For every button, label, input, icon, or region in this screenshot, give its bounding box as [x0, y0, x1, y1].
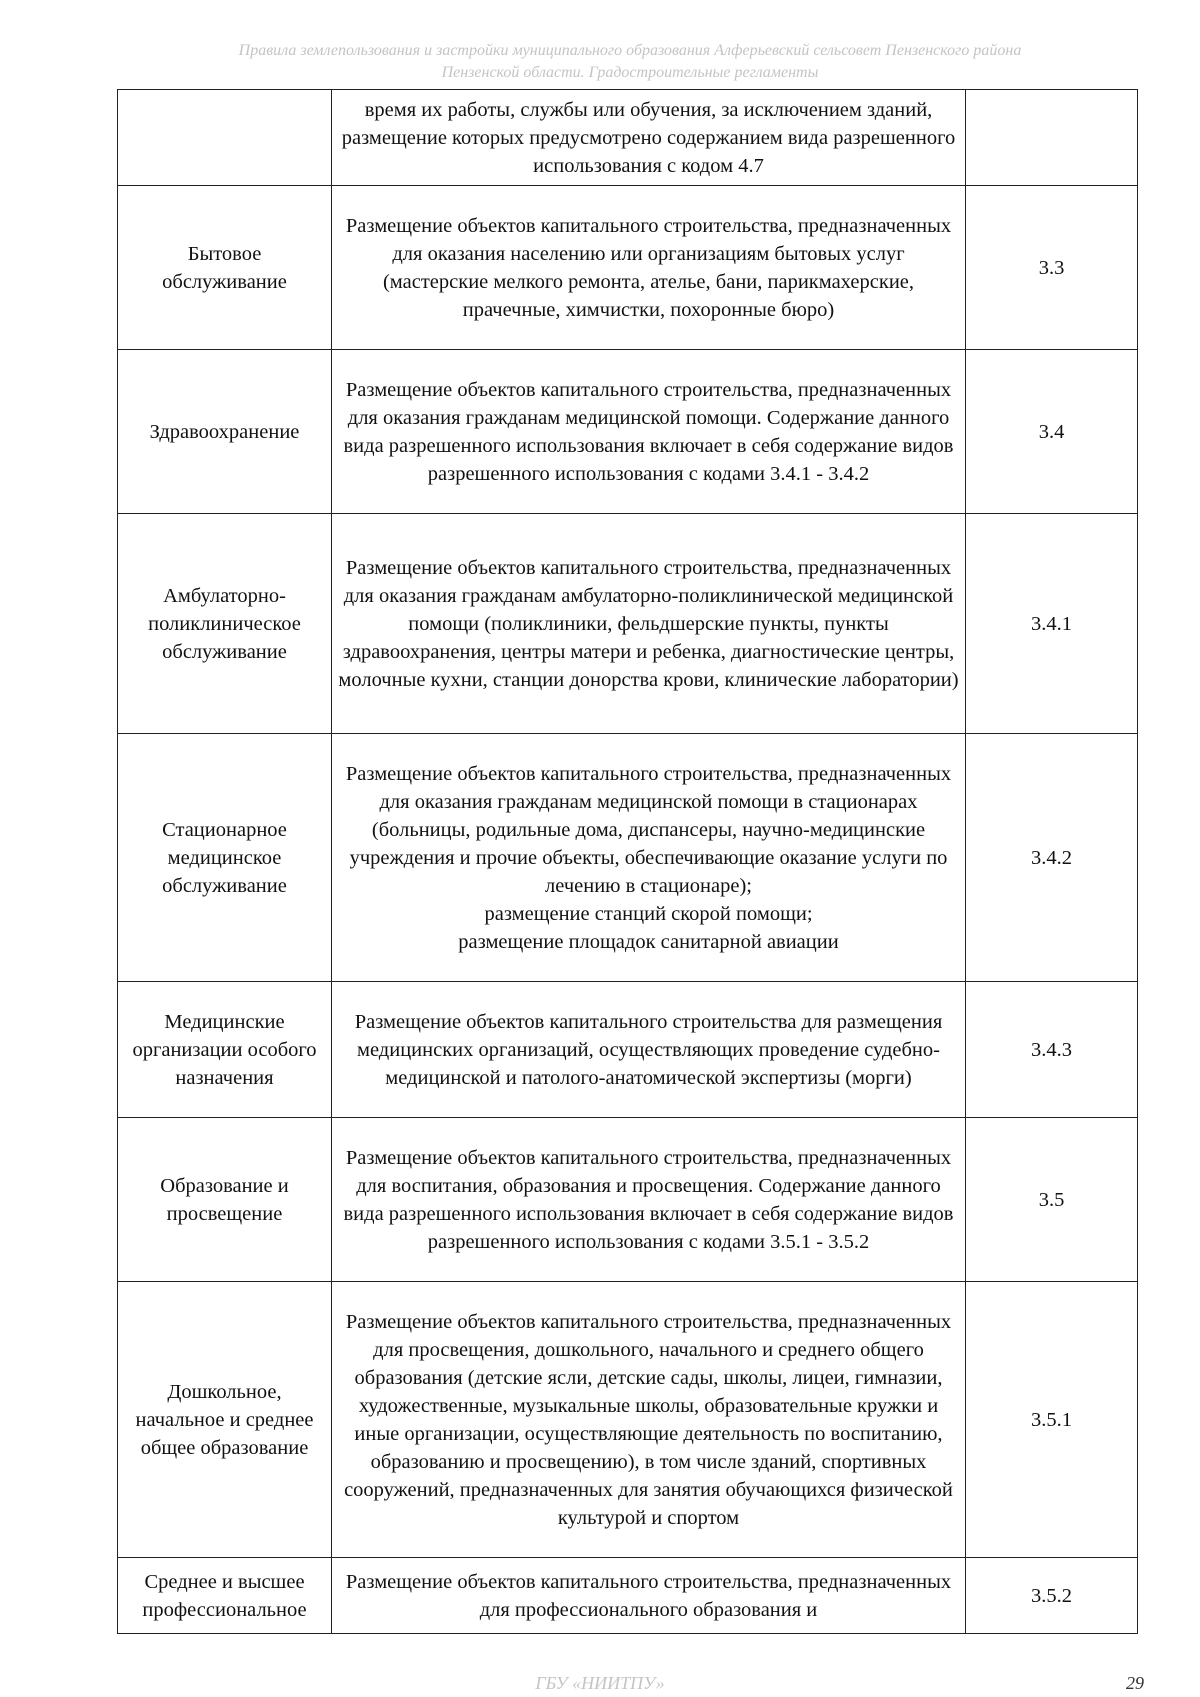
table-row	[118, 982, 1138, 1118]
use-type-code: 3.5.2	[966, 1558, 1138, 1634]
table-row	[118, 734, 1138, 982]
land-use-table	[117, 89, 1138, 1634]
use-type-description: Размещение объектов капитального строительства, предназначенных для просвещения, дошкольного, начального и среднего общего образования (детские ясли, детские сады, школы, лицеи, гимназии, художественные, музыкальные школы, образовательные кружки и иные организации, осуществляющие деятельность по воспитанию, образованию и просвещению), в том числе зданий, спортивных сооружений, предназначенных для занятия обучающихся физической культурой и спортом	[332, 1282, 966, 1558]
use-type-description: Размещение объектов капитального строительства, предназначенных для оказания населению или организациям бытовых услуг (мастерские мелкого ремонта, ателье, бани, парикмахерские, прачечные, химчистки, похоронные бюро)	[332, 186, 966, 350]
use-type-code: 3.4	[966, 350, 1138, 514]
use-type-name: Бытовое обслуживание	[118, 186, 332, 350]
footer-organization: ГБУ «НИИТПУ»	[535, 1673, 665, 1693]
use-type-code: 3.5	[966, 1118, 1138, 1282]
use-type-description: Размещение объектов капитального строительства, предназначенных для оказания гражданам амбулаторно-поликлинической медицинской помощи (поликлиники, фельдшерские пункты, пункты здравоохранения, центры матери и ребенка, диагностические центры, молочные кухни, станции донорства крови, клинические лаборатории)	[332, 514, 966, 734]
use-type-code: 3.4.3	[966, 982, 1138, 1118]
use-type-description: Размещение объектов капитального строительства, предназначенных для воспитания, образования и просвещения. Содержание данного вида разрешенного использования включает в себя содержание видов разрешенного использования с кодами 3.5.1 - 3.5.2	[332, 1118, 966, 1282]
use-type-description-extra: размещение станций скорой помощи;	[484, 902, 813, 925]
use-type-description: время их работы, службы или обучения, за исключением зданий, размещение которых предусмотрено содержанием вида разрешенного использования с кодом 4.7	[332, 90, 966, 186]
use-type-name: Среднее и высшее профессиональное	[118, 1558, 332, 1634]
use-type-description-main: Размещение объектов капитального строительства, предназначенных для оказания гражданам медицинской помощи в стационарах (больницы, родильные дома, диспансеры, научно-медицинские учреждения и прочие объекты, обеспечивающие оказание услуги по лечению в стационаре);	[345, 762, 952, 897]
table-row	[118, 186, 1138, 350]
use-type-description: Размещение объектов капитального строительства для размещения медицинских организаций, осуществляющих проведение судебно-медицинской и патолого-анатомической экспертизы (морги)	[332, 982, 966, 1118]
table-row	[118, 514, 1138, 734]
running-header-line-1: Правила землепользования и застройки муниципального образования Алферьевский сельсовет Пензенского района	[238, 42, 1022, 59]
use-type-name: Дошкольное, начальное и среднее общее образование	[118, 1282, 332, 1558]
use-type-name: Амбулаторно-поликлиническое обслуживание	[118, 514, 332, 734]
use-type-code: 3.4.1	[966, 514, 1138, 734]
use-type-description	[332, 734, 966, 982]
use-type-name: Здравоохранение	[118, 350, 332, 514]
use-type-code: 3.5.1	[966, 1282, 1138, 1558]
use-type-name: Образование и просвещение	[118, 1118, 332, 1282]
running-header	[110, 40, 1150, 84]
use-type-name	[118, 90, 332, 186]
use-type-code	[966, 90, 1138, 186]
running-header-line-2: Пензенской области. Градостроительные регламенты	[441, 64, 819, 81]
table-row	[118, 1118, 1138, 1282]
use-type-description-extra: размещение площадок санитарной авиации	[458, 930, 839, 953]
use-type-code: 3.4.2	[966, 734, 1138, 982]
table-row	[118, 90, 1138, 186]
table-row	[118, 350, 1138, 514]
page-number: 29	[1126, 1673, 1144, 1693]
use-type-description: Размещение объектов капитального строительства, предназначенных для оказания гражданам медицинской помощи. Содержание данного вида разрешенного использования включает в себя содержание видов разрешенного использования с кодами 3.4.1 - 3.4.2	[332, 350, 966, 514]
use-type-name: Медицинские организации особого назначения	[118, 982, 332, 1118]
use-type-name: Стационарное медицинское обслуживание	[118, 734, 332, 982]
use-type-description: Размещение объектов капитального строительства, предназначенных для профессионального образования и	[332, 1558, 966, 1634]
table-row	[118, 1282, 1138, 1558]
table-row	[118, 1558, 1138, 1634]
use-type-code: 3.3	[966, 186, 1138, 350]
